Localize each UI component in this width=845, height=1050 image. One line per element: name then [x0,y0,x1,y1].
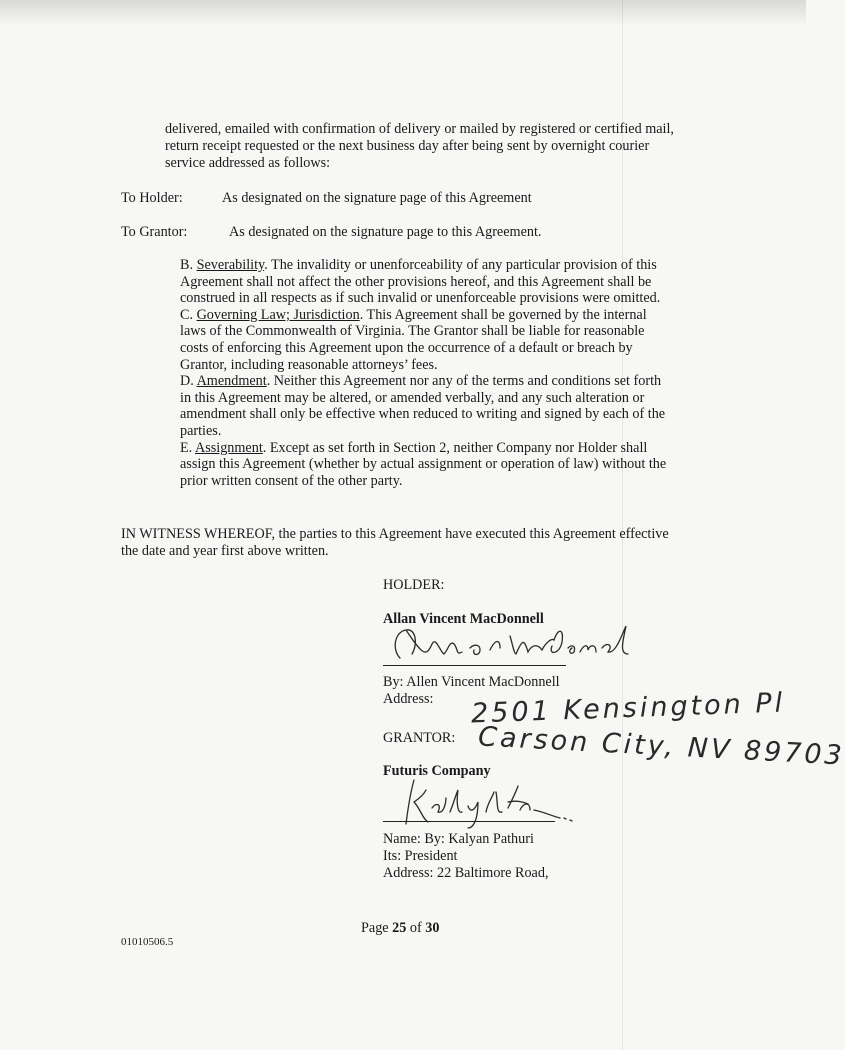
section-prefix: D. [180,373,197,390]
holder-name: Allan Vincent MacDonnell [383,611,544,627]
page-number [361,920,439,937]
section-body: . Neither this Agreement nor any of the terms and conditions set forth in this Agreement may be altered, or amended verbally, and any such alteration or amendment shall only be effective when reduced to writing and signed by each of the parties. [180,373,666,439]
witness-line-1: IN WITNESS WHEREOF, the parties to this Agreement have executed this Agreement effective [121,526,669,542]
section-severability [180,257,672,307]
intro-line-3: service addressed as follows: [165,155,331,171]
scan-shadow [0,0,806,26]
holder-handwritten-address-1: 2501 Kensington Pl [470,687,786,730]
section-heading: Amendment [196,373,267,390]
page-mid: of [406,920,426,936]
holder-signature-line [383,665,566,666]
holder-heading: HOLDER: [383,577,445,593]
section-heading: Governing Law; Jurisdiction [196,306,360,323]
page-fold-line [622,0,623,1050]
section-body: . Except as set forth in Section 2, neither Company nor Holder shall assign this Agreement (whether by actual assignment or operation of law) without the prior written consent of the other party. [180,439,667,489]
holder-handwritten-address-2: Carson City, NV 89703 [477,721,845,772]
intro-line-2: return receipt requested or the next business day after being sent by overnight courier [165,138,650,154]
grantor-name: Name: By: Kalyan Pathuri [383,831,534,847]
grantor-company: Futuris Company [383,763,491,779]
to-holder-value: As designated on the signature page of this Agreement [222,190,532,206]
to-grantor-value: As designated on the signature page to this Agreement. [229,224,542,240]
grantor-signature [384,772,584,832]
holder-address-label: Address: [383,691,434,707]
section-assignment [180,440,672,490]
section-prefix: E. [180,439,195,456]
grantor-address: Address: 22 Baltimore Road, [383,865,549,881]
section-heading: Assignment [194,439,263,456]
section-body: . This Agreement shall be governed by the internal laws of the Commonwealth of Virginia. The Grantor shall be liable for reasonable costs of enforcing this Agreement upon the occurrence of a default or breach by Grantor, including reasonable attorneys’ fees. [180,306,647,373]
section-prefix: B. [180,257,197,273]
section-governing-law [180,307,672,373]
page-prefix: Page [361,920,393,936]
section-prefix: C. [180,306,197,323]
sections-block [180,257,672,489]
page-current: 25 [392,920,407,936]
to-holder-label: To Holder: [121,190,183,206]
to-grantor-label: To Grantor: [121,224,188,240]
section-body: . The invalidity or unenforceability of any particular provision of this Agreement shall not affect the other provisions hereof, and this Agreement shall be construed in all respects as if such invalid or unenforceable provisions were omitted. [180,257,661,307]
grantor-signature-line [383,821,555,822]
witness-line-2: the date and year first above written. [121,543,329,559]
section-amendment [180,373,672,439]
document-id: 01010506.5 [121,936,174,948]
grantor-heading: GRANTOR: [383,730,456,746]
grantor-title: Its: President [383,848,458,864]
intro-line-1: delivered, emailed with confirmation of delivery or mailed by registered or certified mail, [165,121,674,137]
section-heading: Severability [196,257,265,273]
page-total: 30 [425,920,440,936]
holder-by: By: Allen Vincent MacDonnell [383,674,560,690]
